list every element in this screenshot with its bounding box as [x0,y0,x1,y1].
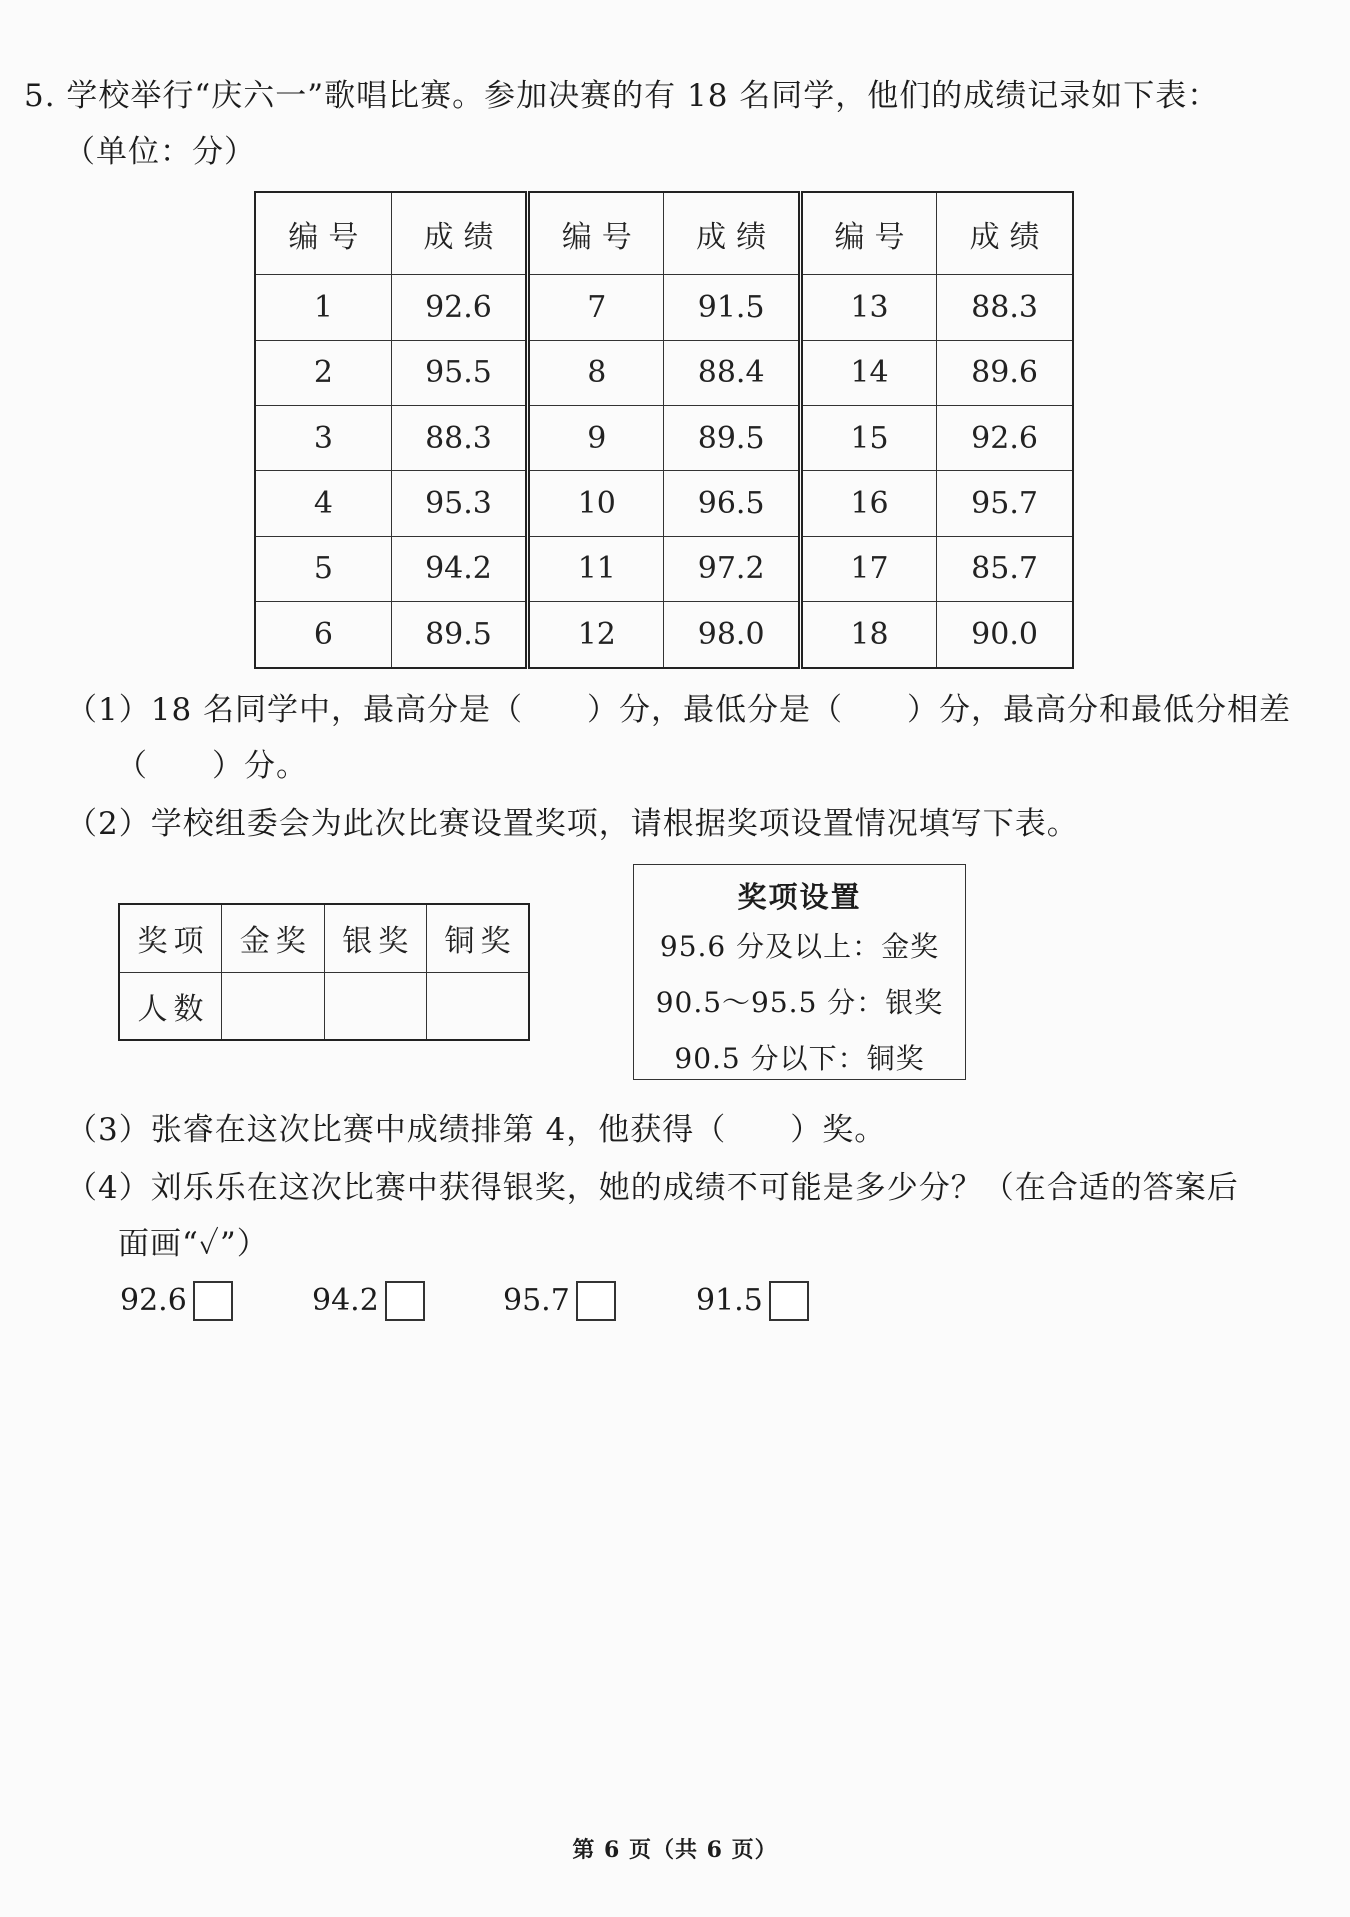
student-id: 14 [800,340,936,405]
option-1 [120,1280,233,1322]
table-row [255,340,1073,405]
option-value: 92.6 [120,1283,187,1318]
student-id: 11 [528,536,664,601]
student-score: 85.7 [937,536,1073,601]
student-id: 9 [528,405,664,470]
table-row [255,602,1073,668]
table-row [255,405,1073,470]
student-id: 4 [255,471,391,536]
award-label: 奖项 [119,904,222,972]
rule-silver: 90.5～95.5 分：银奖 [655,986,944,1019]
header-score: 成绩 [391,192,527,275]
table-row [255,275,1073,340]
student-score: 91.5 [664,275,800,340]
sub-question-4-line2: 面画“✓”） [118,1226,269,1262]
student-id: 1 [255,275,391,340]
award-table-row [119,904,529,972]
count-label: 人数 [119,972,222,1040]
sub-question-1-line2: （ ）分。 [116,748,308,784]
table-row [255,471,1073,536]
award-bronze: 铜奖 [427,904,530,972]
option-value: 91.5 [696,1283,763,1318]
student-id: 10 [528,471,664,536]
student-score: 95.5 [391,340,527,405]
rule-bronze: 90.5 分以下：铜奖 [674,1042,925,1075]
sub-question-2: （2）学校组委会为此次比赛设置奖项，请根据奖项设置情况填写下表。 [66,806,1079,842]
student-id: 2 [255,340,391,405]
student-score: 94.2 [391,536,527,601]
student-score: 96.5 [664,471,800,536]
header-score: 成绩 [937,192,1073,275]
option-3 [503,1280,616,1322]
unit-note: （单位：分） [64,134,256,170]
student-score: 90.0 [937,602,1073,668]
option-value: 95.7 [503,1283,570,1318]
award-table-row [119,972,529,1040]
student-id: 6 [255,602,391,668]
table-row [255,536,1073,601]
bronze-count-cell[interactable] [427,972,530,1040]
sub-question-1-line1: （1）18 名同学中，最高分是（ ）分，最低分是（ ）分，最高分和最低分相差 [66,692,1292,728]
award-gold: 金奖 [222,904,325,972]
option-4 [696,1280,809,1322]
silver-count-cell[interactable] [324,972,427,1040]
checkbox[interactable] [769,1281,809,1321]
gold-count-cell[interactable] [222,972,325,1040]
header-id: 编号 [255,192,391,275]
option-2 [312,1280,425,1322]
student-score: 89.5 [391,602,527,668]
award-rules-box [633,864,966,1080]
student-id: 7 [528,275,664,340]
sub-question-3: （3）张睿在这次比赛中成绩排第 4，他获得（ ）奖。 [66,1112,887,1148]
student-score: 97.2 [664,536,800,601]
student-score: 88.3 [937,275,1073,340]
student-id: 12 [528,602,664,668]
student-score: 88.3 [391,405,527,470]
student-score: 95.3 [391,471,527,536]
student-score: 92.6 [937,405,1073,470]
award-silver: 银奖 [324,904,427,972]
student-id: 3 [255,405,391,470]
sub-question-4-line1: （4）刘乐乐在这次比赛中获得银奖，她的成绩不可能是多少分？（在合适的答案后 [66,1170,1239,1206]
rules-title: 奖项设置 [737,880,862,914]
rule-gold: 95.6 分及以上：金奖 [659,930,940,963]
student-score: 92.6 [391,275,527,340]
student-score: 88.4 [664,340,800,405]
question-intro: 5. 学校举行“庆六一”歌唱比赛。参加决赛的有 18 名同学，他们的成绩记录如下表： [24,78,1220,114]
student-id: 5 [255,536,391,601]
checkbox[interactable] [193,1281,233,1321]
score-table [254,191,1074,669]
option-value: 94.2 [312,1283,379,1318]
score-table-header [255,192,1073,275]
header-id: 编号 [528,192,664,275]
page-footer: 第 6 页（共 6 页） [572,1837,778,1863]
student-id: 13 [800,275,936,340]
checkbox[interactable] [576,1281,616,1321]
student-score: 98.0 [664,602,800,668]
student-score: 89.5 [664,405,800,470]
student-id: 16 [800,471,936,536]
student-id: 15 [800,405,936,470]
header-id: 编号 [800,192,936,275]
student-score: 89.6 [937,340,1073,405]
student-id: 17 [800,536,936,601]
header-score: 成绩 [664,192,800,275]
student-id: 8 [528,340,664,405]
checkbox[interactable] [385,1281,425,1321]
student-id: 18 [800,602,936,668]
award-table [118,903,530,1041]
student-score: 95.7 [937,471,1073,536]
